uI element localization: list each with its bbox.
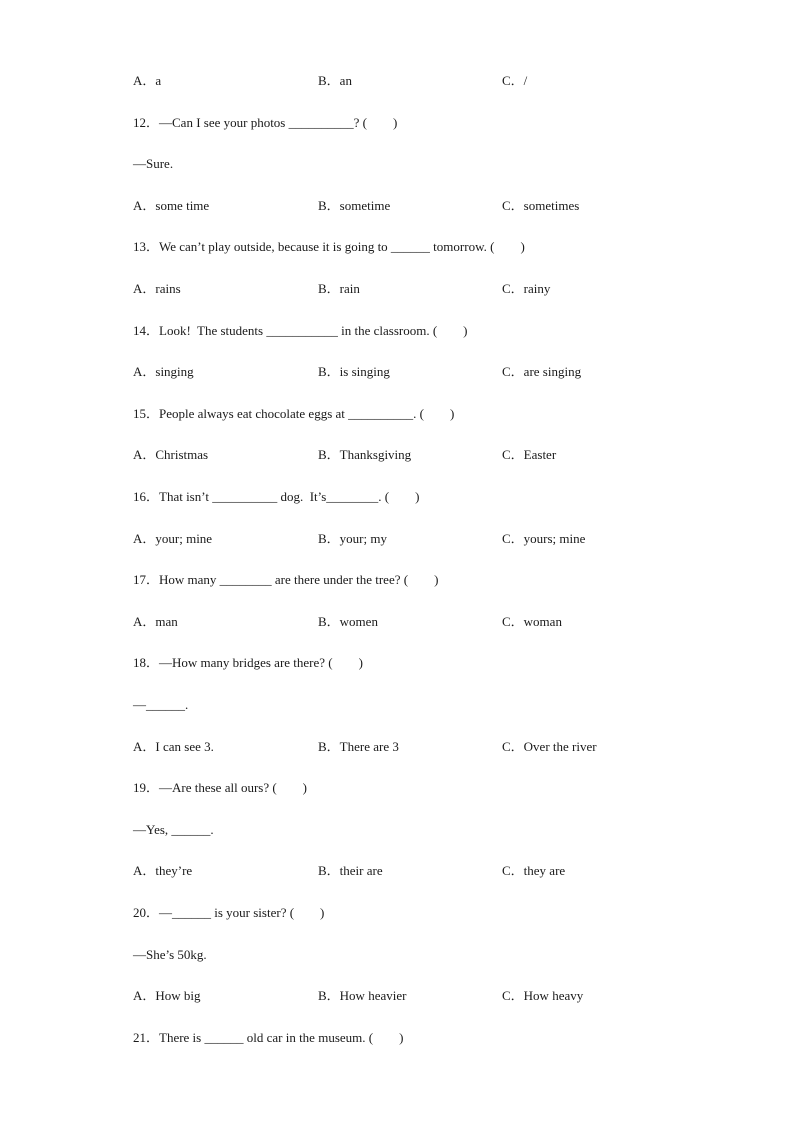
option-a: A．I can see 3. <box>133 739 214 754</box>
option-a: A．rains <box>133 281 181 296</box>
question-stem: 19．—Are these all ours? ( ) <box>133 780 308 795</box>
option-b: B．There are 3 <box>318 739 399 754</box>
option-b: B．is singing <box>318 364 390 379</box>
dialogue-line: —______. <box>133 697 189 712</box>
question-stem: 20．—______ is your sister? ( ) <box>133 905 325 920</box>
question-stem: 21．There is ______ old car in the museum. ( ) <box>133 1030 404 1045</box>
option-b: B．sometime <box>318 198 391 213</box>
option-c: C．How heavy <box>502 988 584 1003</box>
option-b: B．women <box>318 614 378 629</box>
question-stem: 18．—How many bridges are there? ( ) <box>133 655 363 670</box>
option-b: B．an <box>318 73 352 88</box>
option-b: B．How heavier <box>318 988 407 1003</box>
question-stem: 13．We can’t play outside, because it is going to ______ tomorrow. ( ) <box>133 239 525 254</box>
option-c: C．they are <box>502 863 566 878</box>
option-b: B．their are <box>318 863 383 878</box>
option-a: A．Christmas <box>133 447 209 462</box>
question-stem: 16．That isn’t __________ dog. It’s________. ( ) <box>133 489 420 504</box>
option-c: C．rainy <box>502 281 551 296</box>
option-c: C．yours; mine <box>502 531 586 546</box>
dialogue-line: —Yes, ______. <box>133 822 214 837</box>
option-c: C．Easter <box>502 447 557 462</box>
option-c: C．/ <box>502 73 528 88</box>
option-a: A．singing <box>133 364 194 379</box>
dialogue-line: —Sure. <box>133 156 174 171</box>
option-a: A．some time <box>133 198 210 213</box>
option-b: B．your; my <box>318 531 387 546</box>
option-a: A．your; mine <box>133 531 213 546</box>
question-stem: 12．—Can I see your photos __________? ( ) <box>133 115 398 130</box>
dialogue-line: —She’s 50kg. <box>133 947 207 962</box>
option-a: A．How big <box>133 988 201 1003</box>
option-a: A．they’re <box>133 863 193 878</box>
question-stem: 15．People always eat chocolate eggs at __________. ( ) <box>133 406 455 421</box>
question-stem: 17．How many ________ are there under the tree? ( ) <box>133 572 439 587</box>
option-b: B．rain <box>318 281 360 296</box>
option-c: C．woman <box>502 614 562 629</box>
option-c: C．sometimes <box>502 198 580 213</box>
option-c: C．Over the river <box>502 739 597 754</box>
option-c: C．are singing <box>502 364 582 379</box>
option-a: A．a <box>133 73 162 88</box>
option-b: B．Thanksgiving <box>318 447 412 462</box>
option-a: A．man <box>133 614 178 629</box>
question-stem: 14．Look! The students ___________ in the classroom. ( ) <box>133 323 468 338</box>
